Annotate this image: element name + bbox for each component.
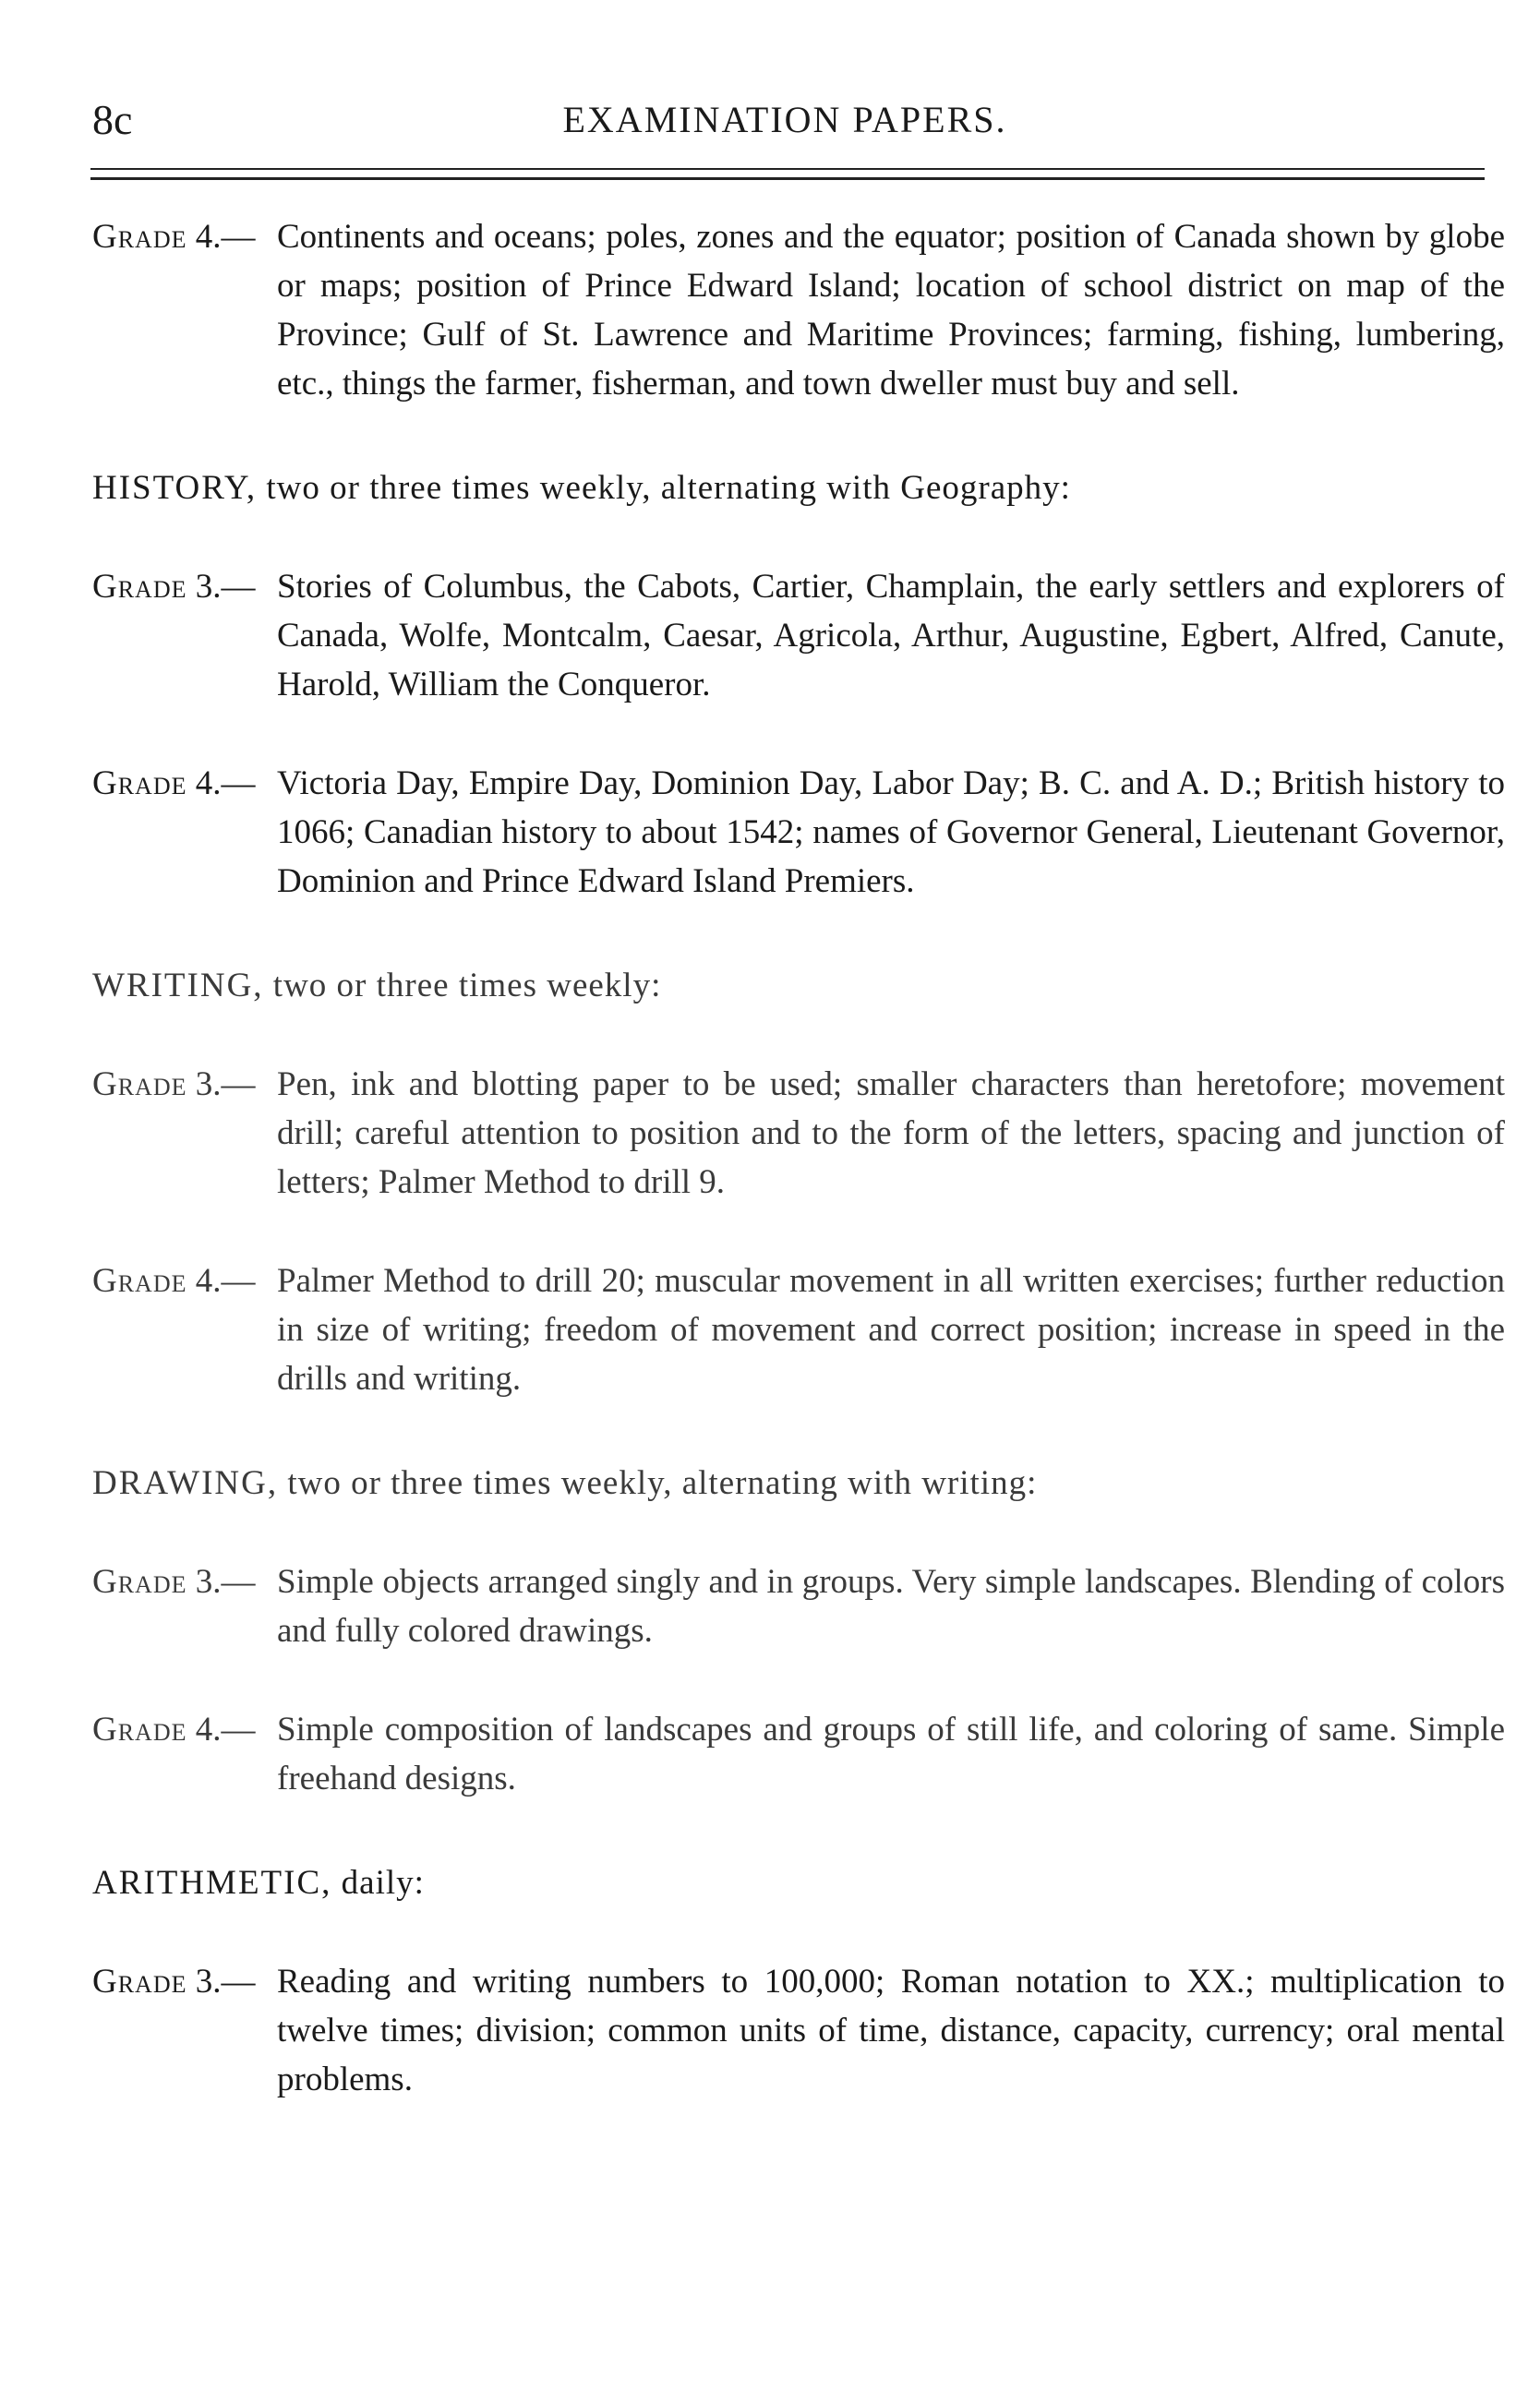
writing-grade-4 bbox=[92, 1256, 1505, 1403]
header-rule-top bbox=[90, 168, 1485, 170]
header-rule-bottom bbox=[90, 177, 1485, 180]
grade-text: Stories of Columbus, the Cabots, Cartier, Champlain, the early settlers and explorers of Canada, Wolfe, Montcalm, Caesar, Agricola, Arthur, Augustine, Egbert, Alfred, Canute, Harold, William the Conqueror. bbox=[277, 568, 1505, 703]
grade-label bbox=[92, 1957, 256, 2006]
grade-text: Simple objects arranged singly and in groups. Very simple landscapes. Blending of colors and fully colored drawings. bbox=[277, 1563, 1505, 1650]
grade-number: 3.— bbox=[195, 1563, 256, 1601]
subject-name: WRITING, bbox=[92, 967, 264, 1004]
subject-history bbox=[92, 463, 1505, 512]
drawing-grade-3 bbox=[92, 1557, 1505, 1655]
grade-number: 4.— bbox=[195, 764, 256, 802]
grade-label bbox=[92, 562, 256, 611]
subject-name: ARITHMETIC, bbox=[92, 1864, 332, 1902]
grade-word: Grade bbox=[92, 1711, 187, 1749]
grade-label bbox=[92, 1705, 256, 1754]
grade-number: 4.— bbox=[195, 1711, 256, 1749]
grade-word: Grade bbox=[92, 764, 187, 802]
arithmetic-grade-3 bbox=[92, 1957, 1505, 2104]
subject-writing bbox=[92, 961, 1505, 1010]
grade-label bbox=[92, 212, 256, 261]
running-title: EXAMINATION PAPERS. bbox=[562, 99, 1007, 140]
grade-text: Reading and writing numbers to 100,000; Roman notation to XX.; multiplication to twelve times; division; common units of time, distance, capacity, currency; oral mental problems. bbox=[277, 1963, 1505, 2098]
grade-word: Grade bbox=[92, 1963, 187, 2001]
history-grade-4 bbox=[92, 759, 1505, 906]
grade-label bbox=[92, 1256, 256, 1305]
subject-drawing bbox=[92, 1459, 1505, 1508]
grade-word: Grade bbox=[92, 218, 187, 256]
subject-name: DRAWING, bbox=[92, 1464, 279, 1502]
grade-number: 4.— bbox=[195, 218, 256, 256]
subject-arithmetic bbox=[92, 1858, 1505, 1907]
geography-grade-4 bbox=[92, 212, 1505, 408]
grade-text: Pen, ink and blotting paper to be used; smaller characters than heretofore; movement drill; careful attention to position and to the form of the letters, spacing and junction of letters; Palmer Method to drill 9. bbox=[277, 1065, 1505, 1201]
grade-word: Grade bbox=[92, 568, 187, 606]
subject-desc: two or three times weekly: bbox=[263, 967, 662, 1004]
subject-desc: two or three times weekly, alternating with writing: bbox=[278, 1464, 1038, 1502]
page-header bbox=[88, 92, 1482, 148]
page-number: 8c bbox=[92, 96, 133, 143]
subject-name: HISTORY, bbox=[92, 469, 258, 507]
grade-number: 3.— bbox=[195, 1065, 256, 1103]
grade-text: Continents and oceans; poles, zones and the equator; position of Canada shown by globe or maps; position of Prince Edward Island; location of school district on map of the Province; Gulf of St. Lawrence and Maritime Provinces; farming, fishing, lumbering, etc., things the farmer, fisherman, and town dweller must buy and sell. bbox=[277, 218, 1505, 403]
drawing-grade-4 bbox=[92, 1705, 1505, 1803]
grade-label bbox=[92, 1060, 256, 1109]
grade-word: Grade bbox=[92, 1262, 187, 1300]
grade-number: 3.— bbox=[195, 1963, 256, 2001]
subject-desc: daily: bbox=[331, 1864, 425, 1902]
page-content bbox=[92, 212, 1505, 2104]
grade-label bbox=[92, 759, 256, 808]
grade-word: Grade bbox=[92, 1065, 187, 1103]
writing-grade-3 bbox=[92, 1060, 1505, 1207]
grade-number: 3.— bbox=[195, 568, 256, 606]
grade-word: Grade bbox=[92, 1563, 187, 1601]
subject-desc: two or three times weekly, alternating with Geography: bbox=[257, 469, 1071, 507]
grade-text: Palmer Method to drill 20; muscular movement in all written exercises; further reduction in size of writing; freedom of movement and correct position; increase in speed in the drills and writing. bbox=[277, 1262, 1505, 1398]
grade-number: 4.— bbox=[195, 1262, 256, 1300]
history-grade-3 bbox=[92, 562, 1505, 709]
grade-label bbox=[92, 1557, 256, 1606]
grade-text: Simple composition of landscapes and groups of still life, and coloring of same. Simple freehand designs. bbox=[277, 1711, 1505, 1797]
grade-text: Victoria Day, Empire Day, Dominion Day, Labor Day; B. C. and A. D.; British history to 1066; Canadian history to about 1542; names of Governor General, Lieutenant Governor, Dominion and Prince Edward Island Premiers. bbox=[277, 764, 1505, 900]
